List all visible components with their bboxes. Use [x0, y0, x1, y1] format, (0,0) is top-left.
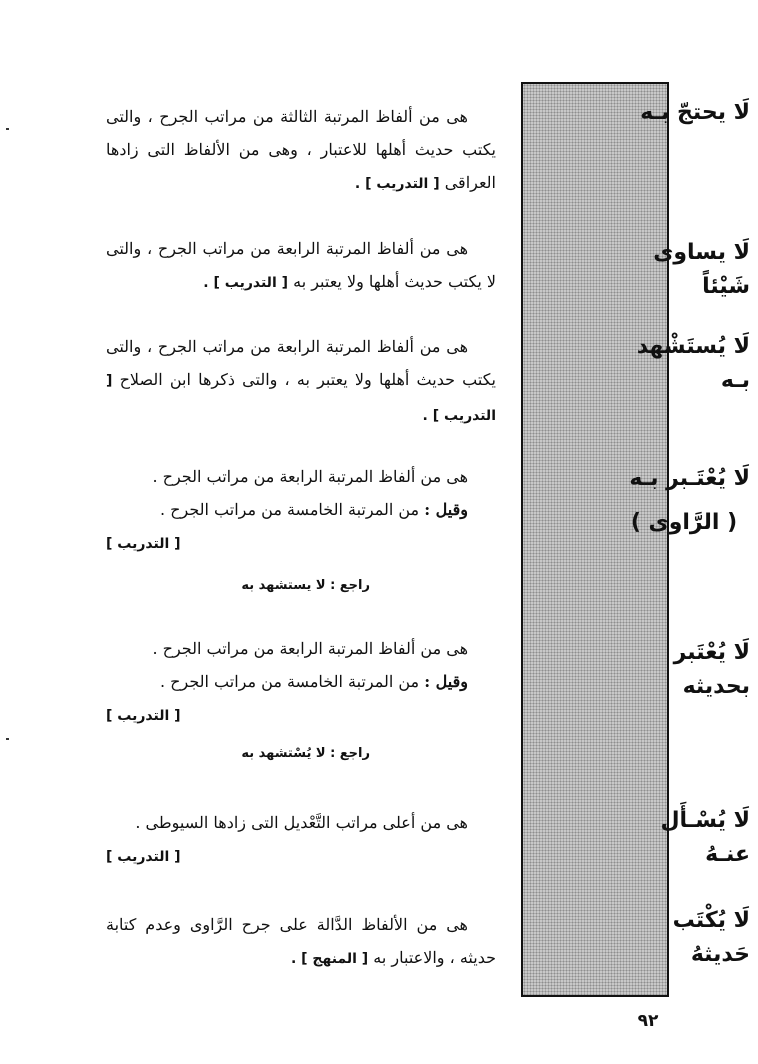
term-4: لَا يُعْتَـبر بـه [629, 466, 750, 491]
definition-5 [106, 632, 496, 733]
definition-1 [106, 100, 496, 201]
definition-7-text: هى من الألفاظ الدَّالة على جرح الرَّاوى وعدم كتابة حديثه ، والاعتبار به [106, 915, 496, 967]
definition-4-qil-text: من المرتبة الخامسة من مراتب الجرح . [159, 500, 420, 519]
definition-5-qil-text: من المرتبة الخامسة من مراتب الجرح . [159, 672, 420, 691]
scan-speck [6, 738, 9, 740]
term-4-note: ( الرَّاوى ) [630, 510, 738, 535]
definition-6-main: هى من أعلى مراتب التَّعْديل التى زادها السيوطى . [135, 813, 468, 832]
definition-1-text: هى من ألفاظ المرتبة الثالثة من مراتب الجرح ، والتى يكتب حديث أهلها للاعتبار ، وهى من الألفاظ التى زادها العراقى [106, 107, 496, 192]
term-1: لَا يحتجّ بـه [640, 100, 750, 125]
definition-7 [106, 908, 496, 976]
term-7: لَا يُكْتَب حَديثهُ [672, 908, 750, 967]
definition-2-source: [ التدريب ] . [203, 275, 289, 291]
definition-5-main: هى من ألفاظ المرتبة الرابعة من مراتب الجرح . [152, 639, 468, 658]
definition-4-source: [ التدريب ] [106, 536, 181, 552]
definition-4 [106, 460, 496, 561]
definition-2-text: هى من ألفاظ المرتبة الرابعة من مراتب الجرح ، والتى لا يكتب حديث أهلها ولا يعتبر به [106, 239, 496, 291]
definition-3-text: هى من ألفاظ المرتبة الرابعة من مراتب الجرح ، والتى يكتب حديث أهلها ولا يعتبر به ، والتى ذكرها ابن الصلاح [106, 337, 497, 389]
see-also-4[interactable]: راجع : لا يستشهد به [241, 578, 370, 593]
definition-4-main: هى من ألفاظ المرتبة الرابعة من مراتب الجرح . [152, 467, 468, 486]
definition-3-source: [ التدريب ] . [106, 373, 496, 424]
definition-7-source: [ المنهج ] . [290, 951, 369, 967]
definition-6 [106, 806, 496, 874]
term-3: لَا يُستَشْهد بـه [636, 334, 750, 393]
scan-speck [6, 128, 9, 130]
definition-6-source: [ التدريب ] [106, 849, 181, 865]
term-6: لَا يُسْـأَل عنـهُ [660, 808, 750, 867]
definition-1-source: [ التدريب ] . [354, 176, 440, 192]
term-2: لَا يساوى شَيْئاً [653, 240, 750, 299]
see-also-5[interactable]: راجع : لا يُسْتشهد به [241, 746, 370, 761]
definition-5-source: [ التدريب ] [106, 708, 181, 724]
definition-3 [106, 330, 496, 433]
definition-4-qil-label: وقيل : [424, 500, 468, 519]
term-5: لَا يُعْتَبر بحديثه [673, 640, 750, 699]
definition-2 [106, 232, 496, 300]
definition-5-qil-label: وقيل : [424, 672, 468, 691]
page-number: ٩٢ [637, 1011, 659, 1031]
